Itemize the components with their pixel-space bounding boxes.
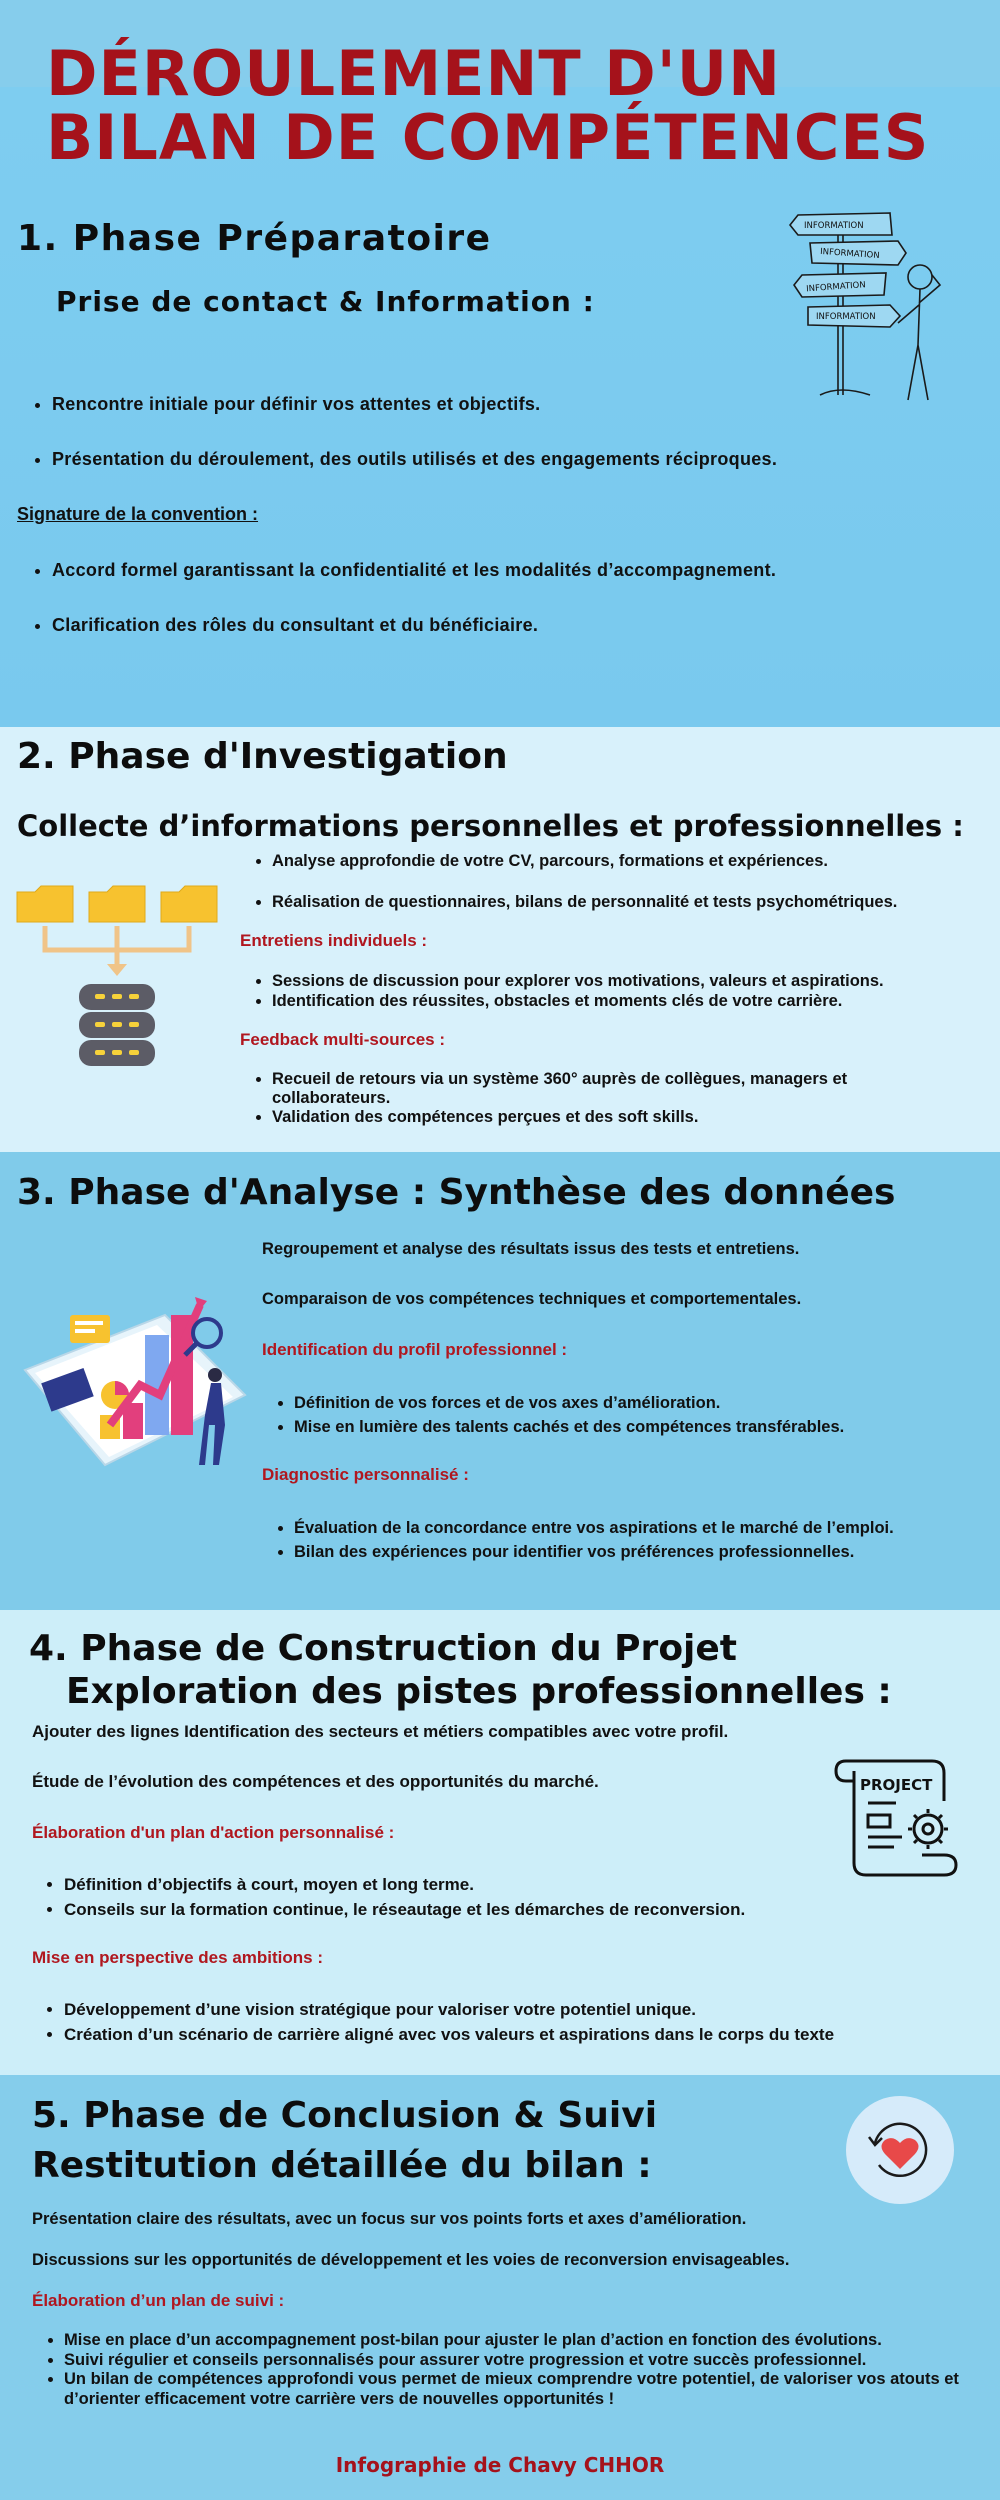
phase-2-list-2: [250, 971, 884, 1011]
list-item: • Bilan des expériences pour identifier vos préférences professionnelles.: [294, 1540, 894, 1564]
phase-3-label-1: Identification du profil professionnel :: [262, 1340, 568, 1359]
list-item: • Rencontre initiale pour définir vos attentes et objectifs.: [52, 393, 777, 415]
phase-3-label-2: Diagnostic personnalisé :: [262, 1465, 469, 1484]
list-item: • Accord formel garantissant la confidentialité et les modalités d’accompagnement.: [52, 559, 776, 581]
list-item: • Conseils sur la formation continue, le réseautage et les démarches de reconversion.: [64, 1897, 745, 1922]
phase-2-list-3: [250, 1070, 932, 1127]
list-item: • Identification des réussites, obstacles et moments clés de votre carrière.: [272, 991, 884, 1011]
phase-4-para-1: Ajouter des lignes Identification des secteurs et métiers compatibles avec votre profil.: [32, 1722, 729, 1741]
data-analysis-illustration-icon: [15, 1275, 260, 1505]
section-phase-2: [0, 727, 1000, 1152]
phase-4-list-1: [42, 1872, 745, 1922]
phase-5-para-2: Discussions sur les opportunités de développement et les voies de reconversion envisageables.: [32, 2251, 790, 2269]
folders-database-icon: [15, 880, 225, 1080]
phase-2-label-1: Entretiens individuels :: [240, 931, 428, 950]
list-item: • Un bilan de compétences approfondi vous permet de mieux comprendre votre potentiel, de valoriser vos atouts et d’orienter efficacement votre carrière vers de nouvelles opportunités !: [64, 2370, 1000, 2409]
phase-2-list-1: [250, 851, 897, 912]
phase-1-list-2: [30, 559, 776, 636]
main-title: [46, 37, 1000, 174]
sign-text-1: INFORMATION: [804, 221, 864, 231]
list-item: • Sessions de discussion pour explorer vos motivations, valeurs et aspirations.: [272, 971, 884, 991]
phase-1-label: Signature de la convention :: [17, 504, 259, 524]
list-item: • Définition de vos forces et de vos axes d’amélioration.: [294, 1391, 844, 1415]
sign-text-4: INFORMATION: [816, 312, 876, 322]
list-item: • Mise en place d’un accompagnement post-bilan pour ajuster le plan d’action en fonction des évolutions.: [64, 2331, 1000, 2351]
list-item: • Clarification des rôles du consultant et du bénéficiaire.: [52, 614, 776, 636]
phase-5-label-1: Élaboration d’un plan de suivi :: [32, 2291, 285, 2310]
phase-5-subtitle: Restitution détaillée du bilan :: [32, 2145, 652, 2186]
phase-4-label-2: Mise en perspective des ambitions :: [32, 1948, 323, 1967]
list-item: • Développement d’une vision stratégique pour valoriser votre potentiel unique.: [64, 1997, 834, 2022]
section-phase-3: [0, 1152, 1000, 1610]
phase-3-para-2: Comparaison de vos compétences techniques et comportementales.: [262, 1290, 802, 1308]
list-item: • Évaluation de la concordance entre vos aspirations et le marché de l’emploi.: [294, 1516, 894, 1540]
list-item: • Mise en lumière des talents cachés et des compétences transférables.: [294, 1415, 844, 1439]
phase-4-para-2: Étude de l’évolution des compétences et des opportunités du marché.: [32, 1772, 599, 1791]
phase-2-label-2: Feedback multi-sources :: [240, 1030, 446, 1049]
phase-3-title: 3. Phase d'Analyse : Synthèse des données: [17, 1172, 896, 1213]
phase-5-title: 5. Phase de Conclusion & Suivi: [32, 2095, 658, 2136]
list-item: • Création d’un scénario de carrière aligné avec vos valeurs et aspirations dans le corps du texte: [64, 2022, 834, 2047]
phase-4-subtitle: Exploration des pistes professionnelles :: [66, 1671, 892, 1712]
footer-credit: Infographie de Chavy CHHOR: [335, 2453, 665, 2477]
sign-text-3: INFORMATION: [805, 280, 867, 295]
sign-text-2: INFORMATION: [819, 246, 880, 262]
list-item: • Recueil de retours via un système 360° auprès de collègues, managers et collaborateurs.: [272, 1070, 932, 1108]
section-phase-5: [0, 2075, 1000, 2500]
list-item: • Analyse approfondie de votre CV, parcours, formations et expériences.: [272, 851, 897, 871]
list-item: • Validation des compétences perçues et des soft skills.: [272, 1108, 932, 1127]
list-item: • Suivi régulier et conseils personnalisés pour assurer votre progression et votre succès professionnel.: [64, 2351, 1000, 2371]
phase-5-para-1: Présentation claire des résultats, avec un focus sur vos points forts et axes d’amélioration.: [32, 2210, 747, 2228]
phase-1-title: 1. Phase Préparatoire: [17, 218, 492, 259]
phase-5-list-1: [42, 2331, 1000, 2409]
phase-1-list-1: [30, 393, 777, 470]
phase-3-para-1: Regroupement et analyse des résultats issus des tests et entretiens.: [262, 1240, 800, 1258]
information-signpost-icon: [780, 205, 950, 405]
phase-3-list-2: [272, 1516, 894, 1564]
project-document-icon: [832, 1753, 967, 1883]
phase-2-title: 2. Phase d'Investigation: [17, 736, 508, 777]
phase-2-subtitle: Collecte d’informations personnelles et professionnelles :: [17, 809, 964, 843]
project-icon-label: PROJECT: [860, 1776, 933, 1794]
phase-1-subtitle: Prise de contact & Information :: [56, 285, 595, 318]
list-item: • Réalisation de questionnaires, bilans de personnalité et tests psychométriques.: [272, 892, 897, 912]
section-phase-1: [0, 0, 1000, 727]
phase-4-title: 4. Phase de Construction du Projet: [29, 1628, 738, 1669]
phase-3-list-1: [272, 1391, 844, 1439]
section-phase-4: [0, 1610, 1000, 2075]
phase-4-label-1: Élaboration d'un plan d'action personnalisé :: [32, 1823, 395, 1842]
list-item: • Présentation du déroulement, des outils utilisés et des engagements réciproques.: [52, 448, 777, 470]
list-item: • Définition d’objectifs à court, moyen et long terme.: [64, 1872, 745, 1897]
phase-4-list-2: [42, 1997, 834, 2047]
heart-refresh-icon: [845, 2095, 955, 2205]
main-title-text: DÉROULEMENT D'UN BILAN DE COMPÉTENCES: [46, 37, 930, 174]
